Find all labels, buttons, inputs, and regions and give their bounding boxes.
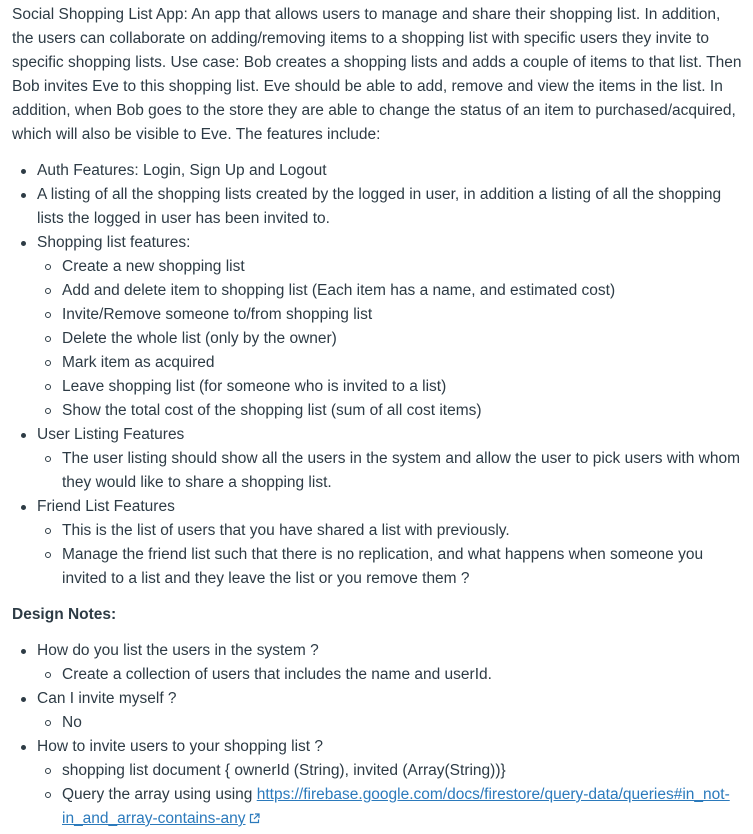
list-item: Add and delete item to shopping list (Each item has a name, and estimated cost) [37,279,745,303]
list-item: Manage the friend list such that there is no replication, and what happens when someone you invited to a list and they leave the list or you remove them ? [37,543,745,591]
list-item: Invite/Remove someone to/from shopping list [37,303,745,327]
user-listing-sublist [37,447,745,495]
design-notes-heading: Design Notes: [12,606,117,623]
list-item: Mark item as acquired [37,351,745,375]
list-item: Leave shopping list (for someone who is invited to a list) [37,375,745,399]
list-item: How do you list the users in the system ? Create a collection of users that includes the name and userId. [12,639,745,687]
intro-paragraph: Social Shopping List App: An app that allows users to manage and share their shopping list. In addition, the users can collaborate on adding/removing items to a shopping list with specific users they invite to specific shopping lists. Use case: Bob creates a shopping lists and adds a couple of items to that list. Then Bob invites Eve to this shopping list. Eve should be able to add, remove and view the items in the list. In addition, when Bob goes to the store they are able to change the status of an item to purchased/acquired, which will also be visible to Eve. The features include: [12,6,742,143]
list-item: How to invite users to your shopping list ? shopping list document { ownerId (String), invited (Array(String))} Query the array using using https://firebase.google.com/docs/firestore/query-data/queries#in_not-in_and_array-contains-any [12,735,745,832]
list-item: Query the array using using https://firebase.google.com/docs/firestore/query-data/queries#in_not-in_and_array-contains-any [37,783,745,832]
list-item: shopping list document { ownerId (String), invited (Array(String))} [37,759,745,783]
shopping-list-features-sublist [37,255,745,423]
list-item: Create a collection of users that includes the name and userId. [37,663,745,687]
features-list [12,159,745,591]
list-item: User Listing Features The user listing should show all the users in the system and allow the user to pick users with whom they would like to share a shopping list. [12,423,745,495]
external-link-icon[interactable] [249,808,260,832]
list-item: Shopping list features: Create a new shopping list Add and delete item to shopping list (Each item has a name, and estimated cost) Invite/Remove someone to/from shopping list Delete the whole list (only by the owner) Mark item as acquired Leave shopping list (for someone who is invited to a list) Show the total cost of the shopping list (sum of all cost items) [12,231,745,423]
list-item: Can I invite myself ? No [12,687,745,735]
list-item: Create a new shopping list [37,255,745,279]
list-item: A listing of all the shopping lists created by the logged in user, in addition a listing of all the shopping lists the logged in user has been invited to. [12,183,745,231]
list-item: The user listing should show all the users in the system and allow the user to pick users with whom they would like to share a shopping list. [37,447,745,495]
list-item: Delete the whole list (only by the owner) [37,327,745,351]
friend-list-sublist [37,519,745,591]
list-item: Auth Features: Login, Sign Up and Logout [12,159,745,183]
list-item: No [37,711,745,735]
list-item: This is the list of users that you have shared a list with previously. [37,519,745,543]
design-notes-list [12,639,745,832]
list-item: Friend List Features This is the list of users that you have shared a list with previously. Manage the friend list such that there is no replication, and what happens when someone you invited to a list and they leave the list or you remove them ? [12,495,745,591]
firebase-query-link[interactable]: https://firebase.google.com/docs/firestore/query-data/queries#in_not-in_and_array-contains-any [62,786,730,827]
list-item: Show the total cost of the shopping list (sum of all cost items) [37,399,745,423]
